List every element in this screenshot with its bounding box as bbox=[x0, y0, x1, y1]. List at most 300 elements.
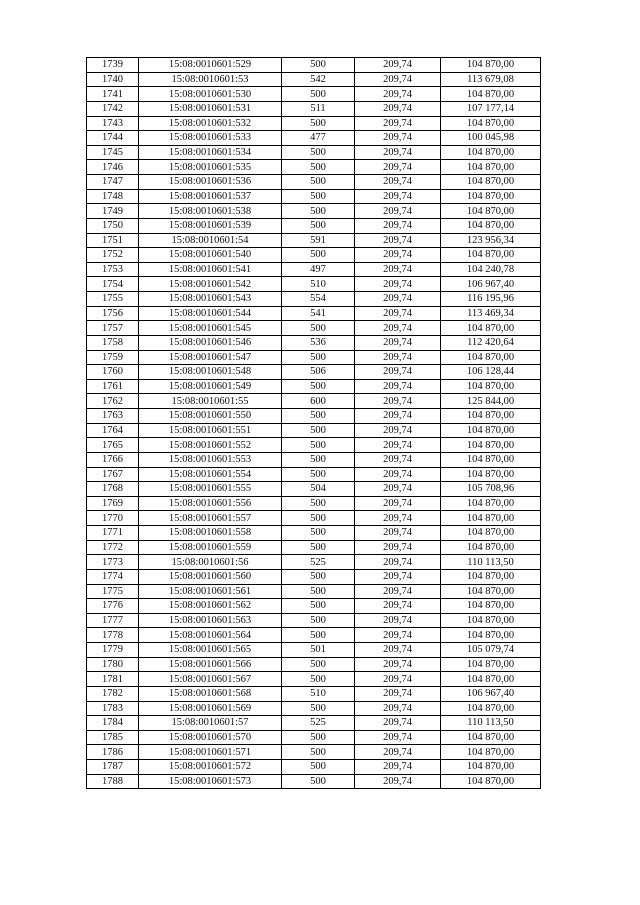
area-cell: 500 bbox=[282, 350, 355, 365]
area-cell: 500 bbox=[282, 218, 355, 233]
amount-cell: 104 870,00 bbox=[441, 760, 541, 775]
table-row bbox=[87, 262, 541, 277]
table-row bbox=[87, 672, 541, 687]
row-number-cell: 1749 bbox=[87, 204, 139, 219]
table-row bbox=[87, 643, 541, 658]
row-number-cell: 1739 bbox=[87, 58, 139, 73]
row-number-cell: 1786 bbox=[87, 745, 139, 760]
row-number-cell: 1779 bbox=[87, 643, 139, 658]
area-cell: 525 bbox=[282, 716, 355, 731]
cadastral-number-cell: 15:08:0010601:554 bbox=[139, 467, 282, 482]
area-cell: 500 bbox=[282, 745, 355, 760]
rate-cell: 209,74 bbox=[355, 101, 441, 116]
amount-cell: 104 870,00 bbox=[441, 540, 541, 555]
amount-cell: 106 967,40 bbox=[441, 277, 541, 292]
table-row bbox=[87, 277, 541, 292]
rate-cell: 209,74 bbox=[355, 774, 441, 789]
cadastral-number-cell: 15:08:0010601:529 bbox=[139, 58, 282, 73]
area-cell: 500 bbox=[282, 774, 355, 789]
area-cell: 500 bbox=[282, 321, 355, 336]
rate-cell: 209,74 bbox=[355, 306, 441, 321]
rate-cell: 209,74 bbox=[355, 745, 441, 760]
cadastral-number-cell: 15:08:0010601:572 bbox=[139, 760, 282, 775]
amount-cell: 104 870,00 bbox=[441, 701, 541, 716]
row-number-cell: 1768 bbox=[87, 482, 139, 497]
amount-cell: 100 045,98 bbox=[441, 131, 541, 146]
table-row bbox=[87, 160, 541, 175]
area-cell: 591 bbox=[282, 233, 355, 248]
amount-cell: 106 967,40 bbox=[441, 686, 541, 701]
area-cell: 500 bbox=[282, 496, 355, 511]
rate-cell: 209,74 bbox=[355, 672, 441, 687]
amount-cell: 104 870,00 bbox=[441, 145, 541, 160]
rate-cell: 209,74 bbox=[355, 72, 441, 87]
table-row bbox=[87, 379, 541, 394]
rate-cell: 209,74 bbox=[355, 584, 441, 599]
cadastral-number-cell: 15:08:0010601:562 bbox=[139, 599, 282, 614]
amount-cell: 104 870,00 bbox=[441, 569, 541, 584]
row-number-cell: 1764 bbox=[87, 423, 139, 438]
table-row bbox=[87, 613, 541, 628]
area-cell: 500 bbox=[282, 379, 355, 394]
amount-cell: 104 870,00 bbox=[441, 87, 541, 102]
amount-cell: 123 956,34 bbox=[441, 233, 541, 248]
amount-cell: 110 113,50 bbox=[441, 555, 541, 570]
table-row bbox=[87, 730, 541, 745]
row-number-cell: 1760 bbox=[87, 365, 139, 380]
cadastral-number-cell: 15:08:0010601:543 bbox=[139, 292, 282, 307]
area-cell: 500 bbox=[282, 599, 355, 614]
row-number-cell: 1785 bbox=[87, 730, 139, 745]
row-number-cell: 1756 bbox=[87, 306, 139, 321]
table-row bbox=[87, 423, 541, 438]
rate-cell: 209,74 bbox=[355, 540, 441, 555]
amount-cell: 104 870,00 bbox=[441, 526, 541, 541]
table-row bbox=[87, 189, 541, 204]
row-number-cell: 1777 bbox=[87, 613, 139, 628]
amount-cell: 110 113,50 bbox=[441, 716, 541, 731]
rate-cell: 209,74 bbox=[355, 657, 441, 672]
table-row bbox=[87, 745, 541, 760]
table-row bbox=[87, 555, 541, 570]
table-row bbox=[87, 716, 541, 731]
row-number-cell: 1770 bbox=[87, 511, 139, 526]
cadastral-number-cell: 15:08:0010601:552 bbox=[139, 438, 282, 453]
cadastral-number-cell: 15:08:0010601:564 bbox=[139, 628, 282, 643]
area-cell: 500 bbox=[282, 730, 355, 745]
rate-cell: 209,74 bbox=[355, 643, 441, 658]
table-row bbox=[87, 101, 541, 116]
table-row bbox=[87, 335, 541, 350]
cadastral-number-cell: 15:08:0010601:547 bbox=[139, 350, 282, 365]
cadastral-number-cell: 15:08:0010601:568 bbox=[139, 686, 282, 701]
amount-cell: 104 870,00 bbox=[441, 613, 541, 628]
cadastral-number-cell: 15:08:0010601:535 bbox=[139, 160, 282, 175]
rate-cell: 209,74 bbox=[355, 599, 441, 614]
amount-cell: 104 870,00 bbox=[441, 452, 541, 467]
area-cell: 525 bbox=[282, 555, 355, 570]
area-cell: 501 bbox=[282, 643, 355, 658]
row-number-cell: 1787 bbox=[87, 760, 139, 775]
row-number-cell: 1753 bbox=[87, 262, 139, 277]
rate-cell: 209,74 bbox=[355, 131, 441, 146]
cadastral-number-cell: 15:08:0010601:560 bbox=[139, 569, 282, 584]
table-row bbox=[87, 248, 541, 263]
area-cell: 504 bbox=[282, 482, 355, 497]
area-cell: 500 bbox=[282, 160, 355, 175]
cadastral-number-cell: 15:08:0010601:56 bbox=[139, 555, 282, 570]
amount-cell: 116 195,96 bbox=[441, 292, 541, 307]
area-cell: 497 bbox=[282, 262, 355, 277]
cadastral-number-cell: 15:08:0010601:571 bbox=[139, 745, 282, 760]
rate-cell: 209,74 bbox=[355, 292, 441, 307]
table-row bbox=[87, 438, 541, 453]
cadastral-number-cell: 15:08:0010601:549 bbox=[139, 379, 282, 394]
amount-cell: 104 870,00 bbox=[441, 628, 541, 643]
amount-cell: 104 240,78 bbox=[441, 262, 541, 277]
amount-cell: 104 870,00 bbox=[441, 321, 541, 336]
cadastral-number-cell: 15:08:0010601:53 bbox=[139, 72, 282, 87]
cadastral-number-cell: 15:08:0010601:544 bbox=[139, 306, 282, 321]
cadastral-number-cell: 15:08:0010601:559 bbox=[139, 540, 282, 555]
table-row bbox=[87, 292, 541, 307]
row-number-cell: 1742 bbox=[87, 101, 139, 116]
row-number-cell: 1744 bbox=[87, 131, 139, 146]
amount-cell: 104 870,00 bbox=[441, 423, 541, 438]
row-number-cell: 1776 bbox=[87, 599, 139, 614]
row-number-cell: 1745 bbox=[87, 145, 139, 160]
row-number-cell: 1743 bbox=[87, 116, 139, 131]
row-number-cell: 1788 bbox=[87, 774, 139, 789]
amount-cell: 104 870,00 bbox=[441, 379, 541, 394]
rate-cell: 209,74 bbox=[355, 365, 441, 380]
rate-cell: 209,74 bbox=[355, 204, 441, 219]
cadastral-number-cell: 15:08:0010601:557 bbox=[139, 511, 282, 526]
cadastral-number-cell: 15:08:0010601:532 bbox=[139, 116, 282, 131]
amount-cell: 113 469,34 bbox=[441, 306, 541, 321]
table-row bbox=[87, 760, 541, 775]
table-row bbox=[87, 87, 541, 102]
area-cell: 506 bbox=[282, 365, 355, 380]
area-cell: 510 bbox=[282, 277, 355, 292]
rate-cell: 209,74 bbox=[355, 175, 441, 190]
row-number-cell: 1769 bbox=[87, 496, 139, 511]
table-row bbox=[87, 321, 541, 336]
rate-cell: 209,74 bbox=[355, 701, 441, 716]
area-cell: 554 bbox=[282, 292, 355, 307]
rate-cell: 209,74 bbox=[355, 145, 441, 160]
cadastral-number-cell: 15:08:0010601:556 bbox=[139, 496, 282, 511]
table-row bbox=[87, 233, 541, 248]
rate-cell: 209,74 bbox=[355, 321, 441, 336]
cadastral-number-cell: 15:08:0010601:569 bbox=[139, 701, 282, 716]
table-row bbox=[87, 701, 541, 716]
area-cell: 536 bbox=[282, 335, 355, 350]
table-row bbox=[87, 175, 541, 190]
row-number-cell: 1767 bbox=[87, 467, 139, 482]
rate-cell: 209,74 bbox=[355, 262, 441, 277]
cadastral-number-cell: 15:08:0010601:548 bbox=[139, 365, 282, 380]
rate-cell: 209,74 bbox=[355, 452, 441, 467]
amount-cell: 104 870,00 bbox=[441, 248, 541, 263]
table-row bbox=[87, 218, 541, 233]
area-cell: 500 bbox=[282, 760, 355, 775]
rate-cell: 209,74 bbox=[355, 58, 441, 73]
amount-cell: 104 870,00 bbox=[441, 189, 541, 204]
cadastral-number-cell: 15:08:0010601:566 bbox=[139, 657, 282, 672]
row-number-cell: 1781 bbox=[87, 672, 139, 687]
table-row bbox=[87, 657, 541, 672]
table-row bbox=[87, 306, 541, 321]
row-number-cell: 1773 bbox=[87, 555, 139, 570]
area-cell: 500 bbox=[282, 701, 355, 716]
rate-cell: 209,74 bbox=[355, 526, 441, 541]
amount-cell: 104 870,00 bbox=[441, 467, 541, 482]
area-cell: 500 bbox=[282, 116, 355, 131]
cadastral-number-cell: 15:08:0010601:558 bbox=[139, 526, 282, 541]
cadastral-number-cell: 15:08:0010601:570 bbox=[139, 730, 282, 745]
cadastral-number-cell: 15:08:0010601:565 bbox=[139, 643, 282, 658]
amount-cell: 104 870,00 bbox=[441, 350, 541, 365]
table-row bbox=[87, 496, 541, 511]
amount-cell: 104 870,00 bbox=[441, 511, 541, 526]
area-cell: 500 bbox=[282, 613, 355, 628]
cadastral-number-cell: 15:08:0010601:533 bbox=[139, 131, 282, 146]
table-row bbox=[87, 116, 541, 131]
rate-cell: 209,74 bbox=[355, 716, 441, 731]
area-cell: 500 bbox=[282, 540, 355, 555]
rate-cell: 209,74 bbox=[355, 277, 441, 292]
cadastral-number-cell: 15:08:0010601:555 bbox=[139, 482, 282, 497]
rate-cell: 209,74 bbox=[355, 438, 441, 453]
amount-cell: 125 844,00 bbox=[441, 394, 541, 409]
cadastral-number-cell: 15:08:0010601:530 bbox=[139, 87, 282, 102]
table-row bbox=[87, 511, 541, 526]
row-number-cell: 1748 bbox=[87, 189, 139, 204]
table-row bbox=[87, 58, 541, 73]
table-row bbox=[87, 584, 541, 599]
amount-cell: 106 128,44 bbox=[441, 365, 541, 380]
area-cell: 500 bbox=[282, 628, 355, 643]
cadastral-number-cell: 15:08:0010601:561 bbox=[139, 584, 282, 599]
area-cell: 500 bbox=[282, 672, 355, 687]
row-number-cell: 1771 bbox=[87, 526, 139, 541]
cadastral-number-cell: 15:08:0010601:531 bbox=[139, 101, 282, 116]
table-row bbox=[87, 72, 541, 87]
cadastral-number-cell: 15:08:0010601:539 bbox=[139, 218, 282, 233]
table-row bbox=[87, 599, 541, 614]
amount-cell: 104 870,00 bbox=[441, 657, 541, 672]
row-number-cell: 1758 bbox=[87, 335, 139, 350]
rate-cell: 209,74 bbox=[355, 569, 441, 584]
cadastral-number-cell: 15:08:0010601:573 bbox=[139, 774, 282, 789]
area-cell: 500 bbox=[282, 467, 355, 482]
row-number-cell: 1752 bbox=[87, 248, 139, 263]
cadastral-number-cell: 15:08:0010601:540 bbox=[139, 248, 282, 263]
cadastral-number-cell: 15:08:0010601:536 bbox=[139, 175, 282, 190]
amount-cell: 105 708,96 bbox=[441, 482, 541, 497]
rate-cell: 209,74 bbox=[355, 233, 441, 248]
table-row bbox=[87, 774, 541, 789]
rate-cell: 209,74 bbox=[355, 394, 441, 409]
row-number-cell: 1778 bbox=[87, 628, 139, 643]
cadastral-number-cell: 15:08:0010601:567 bbox=[139, 672, 282, 687]
amount-cell: 104 870,00 bbox=[441, 745, 541, 760]
row-number-cell: 1780 bbox=[87, 657, 139, 672]
table-row bbox=[87, 350, 541, 365]
row-number-cell: 1757 bbox=[87, 321, 139, 336]
cadastral-number-cell: 15:08:0010601:550 bbox=[139, 409, 282, 424]
rate-cell: 209,74 bbox=[355, 218, 441, 233]
amount-cell: 104 870,00 bbox=[441, 672, 541, 687]
area-cell: 500 bbox=[282, 87, 355, 102]
table-row bbox=[87, 394, 541, 409]
rate-cell: 209,74 bbox=[355, 613, 441, 628]
area-cell: 477 bbox=[282, 131, 355, 146]
row-number-cell: 1754 bbox=[87, 277, 139, 292]
area-cell: 541 bbox=[282, 306, 355, 321]
cadastral-number-cell: 15:08:0010601:538 bbox=[139, 204, 282, 219]
row-number-cell: 1783 bbox=[87, 701, 139, 716]
rate-cell: 209,74 bbox=[355, 335, 441, 350]
amount-cell: 105 079,74 bbox=[441, 643, 541, 658]
row-number-cell: 1766 bbox=[87, 452, 139, 467]
table-row bbox=[87, 131, 541, 146]
amount-cell: 104 870,00 bbox=[441, 218, 541, 233]
rate-cell: 209,74 bbox=[355, 511, 441, 526]
rate-cell: 209,74 bbox=[355, 160, 441, 175]
table-row bbox=[87, 204, 541, 219]
table-row bbox=[87, 540, 541, 555]
row-number-cell: 1750 bbox=[87, 218, 139, 233]
row-number-cell: 1741 bbox=[87, 87, 139, 102]
amount-cell: 104 870,00 bbox=[441, 584, 541, 599]
row-number-cell: 1772 bbox=[87, 540, 139, 555]
rate-cell: 209,74 bbox=[355, 350, 441, 365]
row-number-cell: 1782 bbox=[87, 686, 139, 701]
rate-cell: 209,74 bbox=[355, 686, 441, 701]
rate-cell: 209,74 bbox=[355, 248, 441, 263]
parcel-table bbox=[86, 57, 541, 789]
cadastral-number-cell: 15:08:0010601:563 bbox=[139, 613, 282, 628]
table-row bbox=[87, 628, 541, 643]
cadastral-number-cell: 15:08:0010601:541 bbox=[139, 262, 282, 277]
table-row bbox=[87, 569, 541, 584]
cadastral-number-cell: 15:08:0010601:546 bbox=[139, 335, 282, 350]
area-cell: 500 bbox=[282, 569, 355, 584]
table-row bbox=[87, 452, 541, 467]
row-number-cell: 1775 bbox=[87, 584, 139, 599]
amount-cell: 113 679,08 bbox=[441, 72, 541, 87]
area-cell: 500 bbox=[282, 657, 355, 672]
table-row bbox=[87, 526, 541, 541]
rate-cell: 209,74 bbox=[355, 628, 441, 643]
amount-cell: 104 870,00 bbox=[441, 496, 541, 511]
area-cell: 500 bbox=[282, 409, 355, 424]
amount-cell: 104 870,00 bbox=[441, 160, 541, 175]
rate-cell: 209,74 bbox=[355, 760, 441, 775]
rate-cell: 209,74 bbox=[355, 379, 441, 394]
cadastral-number-cell: 15:08:0010601:57 bbox=[139, 716, 282, 731]
rate-cell: 209,74 bbox=[355, 467, 441, 482]
row-number-cell: 1784 bbox=[87, 716, 139, 731]
rate-cell: 209,74 bbox=[355, 730, 441, 745]
table-row bbox=[87, 365, 541, 380]
area-cell: 500 bbox=[282, 452, 355, 467]
area-cell: 500 bbox=[282, 423, 355, 438]
row-number-cell: 1746 bbox=[87, 160, 139, 175]
row-number-cell: 1761 bbox=[87, 379, 139, 394]
rate-cell: 209,74 bbox=[355, 423, 441, 438]
cadastral-number-cell: 15:08:0010601:545 bbox=[139, 321, 282, 336]
row-number-cell: 1774 bbox=[87, 569, 139, 584]
rate-cell: 209,74 bbox=[355, 189, 441, 204]
row-number-cell: 1765 bbox=[87, 438, 139, 453]
amount-cell: 104 870,00 bbox=[441, 730, 541, 745]
area-cell: 510 bbox=[282, 686, 355, 701]
amount-cell: 104 870,00 bbox=[441, 58, 541, 73]
area-cell: 542 bbox=[282, 72, 355, 87]
row-number-cell: 1755 bbox=[87, 292, 139, 307]
amount-cell: 104 870,00 bbox=[441, 438, 541, 453]
area-cell: 500 bbox=[282, 175, 355, 190]
row-number-cell: 1740 bbox=[87, 72, 139, 87]
rate-cell: 209,74 bbox=[355, 496, 441, 511]
area-cell: 500 bbox=[282, 511, 355, 526]
area-cell: 500 bbox=[282, 58, 355, 73]
rate-cell: 209,74 bbox=[355, 116, 441, 131]
table-row bbox=[87, 409, 541, 424]
rate-cell: 209,74 bbox=[355, 409, 441, 424]
cadastral-number-cell: 15:08:0010601:55 bbox=[139, 394, 282, 409]
amount-cell: 112 420,64 bbox=[441, 335, 541, 350]
row-number-cell: 1747 bbox=[87, 175, 139, 190]
cadastral-number-cell: 15:08:0010601:54 bbox=[139, 233, 282, 248]
amount-cell: 104 870,00 bbox=[441, 599, 541, 614]
area-cell: 500 bbox=[282, 526, 355, 541]
row-number-cell: 1759 bbox=[87, 350, 139, 365]
table-row bbox=[87, 482, 541, 497]
area-cell: 500 bbox=[282, 204, 355, 219]
rate-cell: 209,74 bbox=[355, 87, 441, 102]
area-cell: 600 bbox=[282, 394, 355, 409]
cadastral-number-cell: 15:08:0010601:553 bbox=[139, 452, 282, 467]
cadastral-number-cell: 15:08:0010601:537 bbox=[139, 189, 282, 204]
rate-cell: 209,74 bbox=[355, 482, 441, 497]
table-row bbox=[87, 467, 541, 482]
row-number-cell: 1762 bbox=[87, 394, 139, 409]
amount-cell: 104 870,00 bbox=[441, 409, 541, 424]
area-cell: 511 bbox=[282, 101, 355, 116]
area-cell: 500 bbox=[282, 438, 355, 453]
amount-cell: 104 870,00 bbox=[441, 774, 541, 789]
area-cell: 500 bbox=[282, 145, 355, 160]
amount-cell: 107 177,14 bbox=[441, 101, 541, 116]
area-cell: 500 bbox=[282, 584, 355, 599]
row-number-cell: 1751 bbox=[87, 233, 139, 248]
table-row bbox=[87, 145, 541, 160]
area-cell: 500 bbox=[282, 189, 355, 204]
rate-cell: 209,74 bbox=[355, 555, 441, 570]
cadastral-number-cell: 15:08:0010601:534 bbox=[139, 145, 282, 160]
table-body bbox=[87, 58, 541, 789]
row-number-cell: 1763 bbox=[87, 409, 139, 424]
cadastral-number-cell: 15:08:0010601:551 bbox=[139, 423, 282, 438]
cadastral-number-cell: 15:08:0010601:542 bbox=[139, 277, 282, 292]
amount-cell: 104 870,00 bbox=[441, 116, 541, 131]
amount-cell: 104 870,00 bbox=[441, 175, 541, 190]
amount-cell: 104 870,00 bbox=[441, 204, 541, 219]
